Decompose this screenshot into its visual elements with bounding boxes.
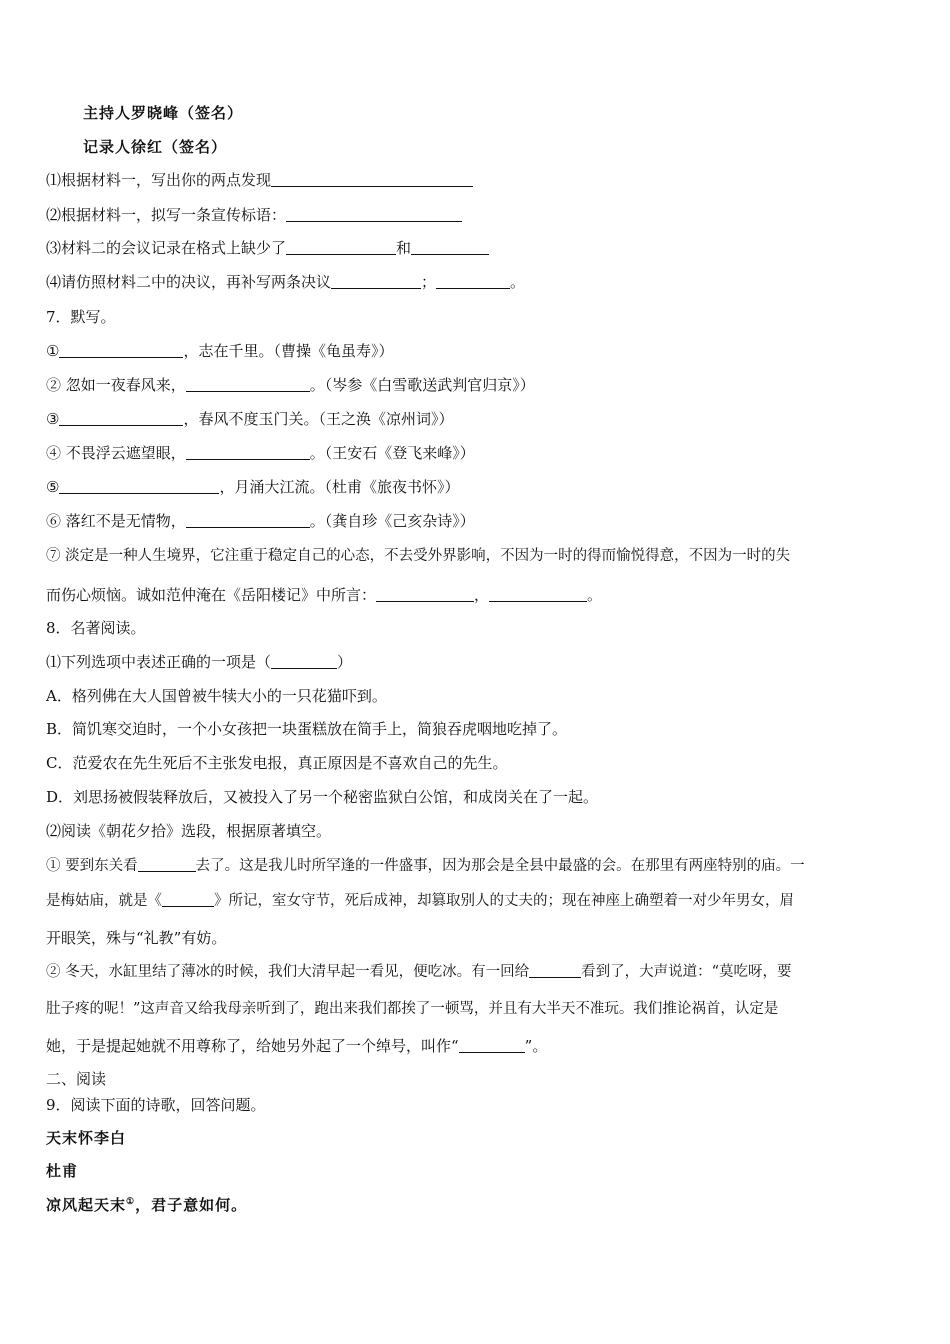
item-number: ⑤ <box>46 478 60 496</box>
passage-1-line-3: 开眼笑，殊与“礼教”有妨。 <box>46 929 227 947</box>
question-7-title: 7．默写。 <box>46 308 116 326</box>
passage-text: ”。 <box>524 1037 548 1055</box>
answer-blank[interactable] <box>59 342 183 358</box>
question-text: ⑷请仿照材料二中的决议，再补写两条决议 <box>46 273 332 291</box>
passage-text: 是梅姑庙，就是《 <box>46 893 162 909</box>
dictation-line-3 <box>46 409 453 429</box>
question-9: 9．阅读下面的诗歌，回答问题。 <box>46 1096 266 1114</box>
line-text: ② 忽如一夜春风来， <box>46 376 186 394</box>
passage-text: 》所记，室女守节，死后成神，却篡取别人的丈夫的；现在神座上确塑着一对少年男女，眉 <box>214 893 794 909</box>
period: 。 <box>587 586 603 604</box>
passage-text: ① 要到东关看 <box>46 858 138 874</box>
option-a: A．格列佛在大人国曾被牛犊大小的一只花猫吓到。 <box>46 687 387 705</box>
answer-blank[interactable] <box>186 376 310 392</box>
passage-1-line-1 <box>46 856 805 876</box>
poem-text: ，君子意如何。 <box>135 1196 248 1214</box>
answer-blank[interactable] <box>186 512 310 528</box>
line-source: 。（岑参《白雪歌送武判官归京》） <box>309 376 535 394</box>
question-text: ⑶材料二的会议记录在格式上缺少了 <box>46 239 287 257</box>
conjunction: 和 <box>396 239 412 257</box>
passage-1-line-2 <box>46 891 794 911</box>
question-6-3 <box>46 238 489 258</box>
question-text: ⑴根据材料一，写出你的两点发现 <box>46 171 272 189</box>
paren-close: ） <box>337 653 353 671</box>
host-signature: 主持人罗晓峰（签名） <box>83 104 244 122</box>
section-2-title: 二、阅读 <box>46 1070 107 1088</box>
item-number: ① <box>46 342 60 360</box>
answer-blank[interactable] <box>489 586 587 602</box>
passage-2-line-2: 肚子疼的呢！”这声音又给我母亲听到了，跑出来我们都挨了一顿骂，并且有大半天不准玩。我们推论祸首，认定是 <box>46 1001 779 1017</box>
dictation-line-5 <box>46 477 459 497</box>
passage-2-line-3 <box>46 1036 547 1056</box>
question-6-1 <box>46 170 473 190</box>
line-text: ，志在千里。（曹操《龟虽寿》） <box>183 342 394 360</box>
answer-blank[interactable] <box>529 962 581 978</box>
line-source: 。（龚自珍《己亥杂诗》） <box>309 512 475 530</box>
question-6-2 <box>46 205 462 225</box>
dictation-line-1 <box>46 341 393 361</box>
poem-line-1 <box>46 1195 247 1215</box>
question-text: ⑵根据材料一，拟写一条宣传标语： <box>46 206 287 224</box>
answer-blank[interactable] <box>186 444 310 460</box>
answer-blank[interactable] <box>411 239 489 255</box>
passage-text: 她，于是提起她就不用尊称了，给她另外起了一个绰号，叫作“ <box>46 1037 459 1055</box>
answer-blank[interactable] <box>436 273 510 289</box>
answer-blank[interactable] <box>286 239 396 255</box>
answer-blank[interactable] <box>286 206 462 222</box>
question-8-2: ⑵阅读《朝花夕拾》选段，根据原著填空。 <box>46 822 332 840</box>
answer-blank[interactable] <box>376 586 474 602</box>
line-text: ，春风不度玉门关。（王之涣《凉州词》） <box>183 410 454 428</box>
line-text: ，月涌大江流。（杜甫《旅夜书怀》） <box>219 478 460 496</box>
dictation-line-2 <box>46 375 535 395</box>
passage-text: 看到了，大声说道：“莫吃呀，要 <box>581 964 792 980</box>
poem-text: 凉风起天末 <box>46 1196 127 1214</box>
option-c: C．范爱农在先生死后不主张发电报，真正原因是不喜欢自己的先生。 <box>46 754 508 772</box>
separator: ； <box>421 273 437 291</box>
option-b: B．简饥寒交迫时，一个小女孩把一块蛋糕放在简手上，简狼吞虎咽地吃掉了。 <box>46 720 568 738</box>
footnote-marker: ① <box>126 1197 136 1207</box>
poem-author: 杜甫 <box>46 1162 79 1180</box>
answer-blank[interactable] <box>59 478 219 494</box>
line-text: 而伤心烦恼。诚如范仲淹在《岳阳楼记》中所言： <box>46 586 377 604</box>
dictation-line-7-cont <box>46 585 602 605</box>
line-text: ⑥ 落红不是无情物， <box>46 512 186 530</box>
question-8-title: 8．名著阅读。 <box>46 619 146 637</box>
question-6-4 <box>46 272 525 292</box>
item-number: ③ <box>46 410 60 428</box>
answer-blank[interactable] <box>59 410 183 426</box>
dictation-line-6 <box>46 511 475 531</box>
passage-2-line-1 <box>46 962 792 982</box>
dictation-line-4 <box>46 443 475 463</box>
comma: ， <box>474 586 490 604</box>
answer-blank[interactable] <box>271 171 473 187</box>
answer-blank[interactable] <box>162 891 214 907</box>
answer-blank[interactable] <box>271 653 337 669</box>
dictation-line-7: ⑦ 淡定是一种人生境界，它注重于稳定自己的心态，不去受外界影响，不因为一时的得而愉悦得意，不因为一时的失 <box>46 548 791 564</box>
answer-blank[interactable] <box>459 1037 525 1053</box>
line-text: ④ 不畏浮云遮望眼， <box>46 444 186 462</box>
answer-blank[interactable] <box>331 273 421 289</box>
option-d: D．刘思扬被假装释放后，又被投入了另一个秘密监狱白公馆，和成岗关在了一起。 <box>46 788 599 806</box>
poem-title: 天末怀李白 <box>46 1129 127 1147</box>
answer-blank[interactable] <box>138 856 196 872</box>
recorder-signature: 记录人徐红（签名） <box>83 138 228 156</box>
question-text: ⑴下列选项中表述正确的一项是（ <box>46 653 272 671</box>
line-source: 。（王安石《登飞来峰》） <box>309 444 475 462</box>
question-8-1 <box>46 652 352 672</box>
passage-text: 去了。这是我儿时所罕逢的一件盛事，因为那会是全县中最盛的会。在那里有两座特别的庙。一 <box>195 858 805 874</box>
passage-text: ② 冬天，水缸里结了薄冰的时候，我们大清早起一看见，便吃冰。有一回给 <box>46 964 530 980</box>
period: 。 <box>510 273 526 291</box>
